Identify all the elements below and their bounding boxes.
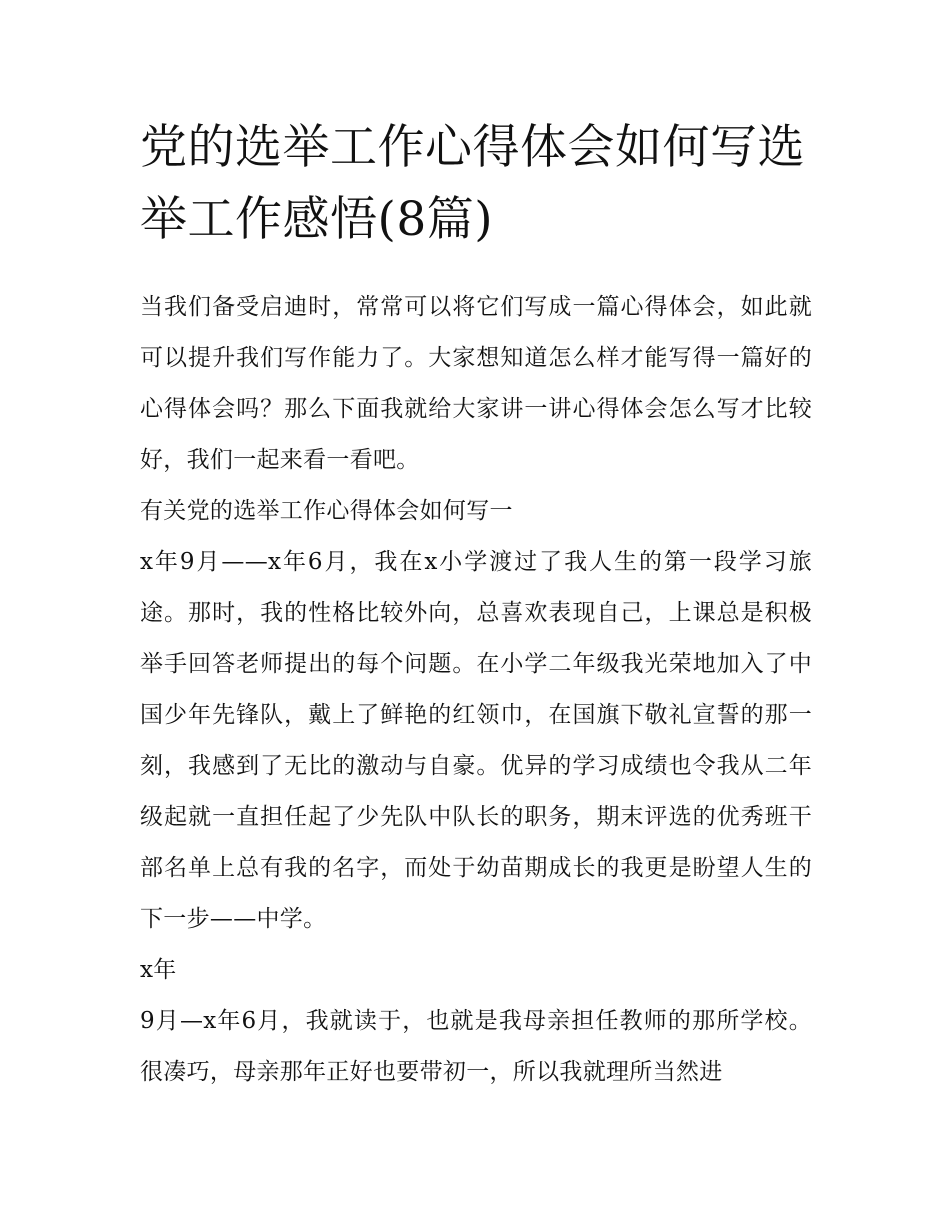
body-paragraph: x年9月——x年6月，我在x小学渡过了我人生的第一段学习旅途。那时，我的性格比较外向，总喜欢表现自己，上课总是积极举手回答老师提出的每个问题。在小学二年级我光荣地加入了中国少年先锋队，戴上了鲜艳的红领巾，在国旗下敬礼宣誓的那一刻，我感到了无比的激动与自豪。优异的学习成绩也令我从二年级起就一直担任起了少先队中队长的职务，期末评选的优秀班干部名单上总有我的名字，而处于幼苗期成长的我更是盼望人生的下一步——中学。	[140, 549, 812, 932]
document-title: 党的选举工作心得体会如何写选举工作感悟(8篇)	[140, 120, 805, 247]
body-paragraph: x年	[140, 957, 177, 983]
document-body	[140, 282, 812, 1098]
document-page	[140, 112, 812, 1098]
section-heading: 有关党的选举工作心得体会如何写一	[140, 498, 513, 524]
body-paragraph: 9月—x年6月，我就读于，也就是我母亲担任教师的那所学校。很凑巧，母亲那年正好也要带初一，所以我就理所当然进	[140, 1008, 812, 1085]
intro-paragraph: 当我们备受启迪时，常常可以将它们写成一篇心得体会，如此就可以提升我们写作能力了。大家想知道怎么样才能写得一篇好的心得体会吗？那么下面我就给大家讲一讲心得体会怎么写才比较好，我们一起来看一看吧。	[140, 294, 812, 473]
